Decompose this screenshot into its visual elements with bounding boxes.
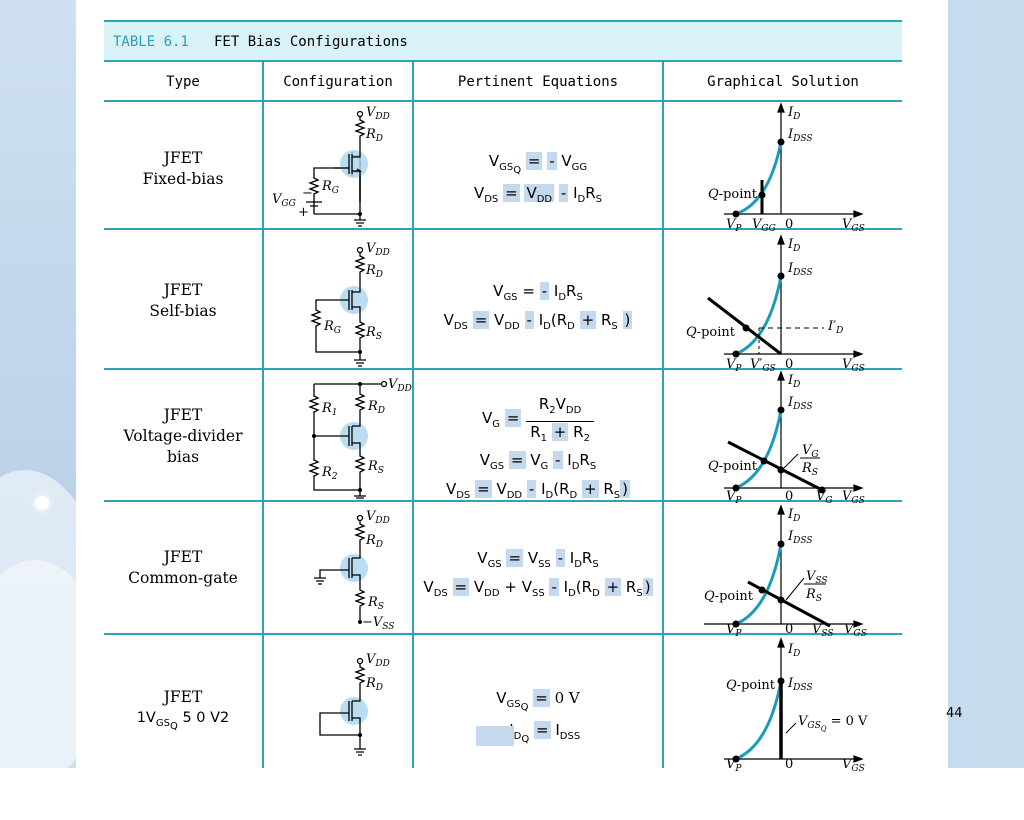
idss-point bbox=[778, 541, 785, 548]
label-vdd: $V_{DD}$ bbox=[388, 377, 412, 394]
circuit-voltage-divider bbox=[264, 370, 412, 500]
axis-vgs-label: $V_{GS}$ bbox=[842, 489, 865, 506]
row-type-voltage-divider bbox=[104, 405, 262, 468]
label-rg: $R_G$ bbox=[324, 319, 341, 336]
vp-label: $V_P$ bbox=[726, 357, 742, 374]
table-label: TABLE 6.1 bbox=[113, 34, 189, 50]
label-vdd: $V_{DD}$ bbox=[366, 652, 390, 669]
label-vss: $-V_{SS}$ bbox=[362, 615, 395, 632]
equation-line: $V_{GS_Q} = 0$ V bbox=[496, 689, 580, 713]
slope-denominator: $R_S$ bbox=[802, 461, 818, 478]
header-configuration: Configuration bbox=[283, 74, 393, 90]
equations-zero-vgs bbox=[414, 687, 662, 751]
type-line: $1V_{GS_Q}$ 5 0 V2 bbox=[136, 710, 230, 732]
vp-label: $V_P$ bbox=[726, 489, 742, 506]
id-prime-label: $I'_D$ bbox=[828, 319, 844, 336]
idss-label: $I_{DSS}$ bbox=[788, 529, 813, 546]
q-point-label: Q-point bbox=[708, 459, 757, 474]
equation-line: $V_{GS_Q}$ = - $V_{GG}$ bbox=[488, 152, 588, 176]
row-type-zero-vgs bbox=[104, 687, 262, 737]
equations-self-bias bbox=[414, 280, 662, 338]
equation-line: $V_{GS}$ = - $I_DR_S$ bbox=[493, 282, 583, 303]
q-point bbox=[761, 458, 768, 465]
label-minus: − bbox=[302, 186, 313, 201]
q-point-label: Q-point bbox=[686, 325, 735, 340]
transfer-curve bbox=[736, 142, 781, 214]
label-vgg: $V_{GG}$ bbox=[272, 192, 296, 209]
origin-label: 0 bbox=[785, 489, 794, 504]
label-rd: $R_D$ bbox=[366, 533, 384, 550]
slope-denominator: $R_S$ bbox=[806, 587, 822, 604]
header-graphical-solution: Graphical Solution bbox=[707, 74, 859, 90]
q-point-label: Q-point bbox=[704, 589, 753, 604]
axis-vgs-label: $V_{GS}$ bbox=[842, 357, 865, 374]
equations-voltage-divider bbox=[414, 394, 662, 507]
axis-vgs-label: $V_{GS}$ bbox=[842, 217, 865, 234]
type-line: JFET bbox=[163, 406, 203, 424]
equation-line: $V_G$ = $R_2V_{DD}$ $R_1 + R_2$ bbox=[414, 394, 662, 449]
graph-self-bias bbox=[664, 230, 902, 374]
label-rs: $R_S$ bbox=[366, 325, 382, 342]
label-rd: $R_D$ bbox=[366, 676, 384, 693]
label-rd: $R_D$ bbox=[368, 399, 386, 416]
page-number: 44 bbox=[946, 706, 963, 721]
graph-fixed-bias bbox=[664, 102, 902, 234]
transistor-highlight bbox=[340, 150, 368, 178]
label-rg: $R_G$ bbox=[322, 179, 339, 196]
graph-common-gate bbox=[664, 502, 902, 639]
idss-point bbox=[778, 139, 785, 146]
highlight-box bbox=[476, 726, 514, 746]
type-line: Self-bias bbox=[149, 302, 217, 320]
fet-bias-table bbox=[104, 20, 902, 774]
slope-numerator: $V_G$ bbox=[802, 443, 819, 460]
equations-common-gate bbox=[414, 547, 662, 605]
type-line: Common-gate bbox=[128, 569, 238, 587]
idss-label: $I_{DSS}$ bbox=[788, 676, 813, 693]
label-vdd: $V_{DD}$ bbox=[366, 105, 390, 122]
graph-zero-vgs bbox=[664, 635, 902, 774]
label-rs: $R_S$ bbox=[368, 595, 384, 612]
q-point bbox=[778, 678, 785, 685]
equation-line: $_{D_Q} = I_{DSS}$ bbox=[513, 721, 581, 745]
vgg-label: $V_{GG}$ bbox=[752, 217, 776, 234]
vss-label: $V_{SS}$ bbox=[812, 622, 834, 639]
idss-label: $I_{DSS}$ bbox=[788, 261, 813, 278]
equation-line: $V_{DS} = V_{DD} + V_{SS} - I_D(R_D + R_S$ ) bbox=[423, 578, 651, 599]
header-type: Type bbox=[166, 74, 200, 90]
label-rs: $R_S$ bbox=[368, 459, 384, 476]
idss-label: $I_{DSS}$ bbox=[788, 127, 813, 144]
equations-fixed-bias bbox=[414, 150, 662, 211]
label-rd: $R_D$ bbox=[366, 127, 384, 144]
equation-line: $V_{DS} = V_{DD} - I_DR_S$ bbox=[473, 184, 603, 205]
origin-label: 0 bbox=[785, 622, 794, 637]
type-line: JFET bbox=[163, 688, 203, 706]
axis-id-label: $I_D$ bbox=[788, 642, 801, 659]
axis-id-label: $I_D$ bbox=[788, 507, 801, 524]
circuit-zero-vgs bbox=[264, 635, 412, 768]
equation-line: $V_{GS} = V_{SS} - I_DR_S$ bbox=[477, 549, 599, 570]
vgs-prime-label: $V'_{GS}$ bbox=[750, 357, 776, 374]
vgsq-label: $V_{GSQ} = 0$ V bbox=[798, 714, 868, 733]
label-vdd: $V_{DD}$ bbox=[366, 241, 390, 258]
slide-background-left bbox=[0, 0, 76, 768]
idss-label: $I_{DSS}$ bbox=[788, 395, 813, 412]
transfer-curve bbox=[736, 544, 781, 624]
axis-id-label: $I_D$ bbox=[788, 373, 801, 390]
vp-label: $V_P$ bbox=[726, 757, 742, 774]
axis-vgs-label: $V_{GS}$ bbox=[842, 757, 865, 774]
equation-line: $V_{DS} = V_{DD} - I_D(R_D + R_S$ ) bbox=[443, 311, 631, 332]
equation-line: $V_{DS} = V_{DD} - I_D(R_D + R_S$ ) bbox=[445, 480, 629, 501]
type-line: JFET bbox=[163, 149, 203, 167]
background-glow-dot bbox=[35, 496, 49, 510]
type-line: Voltage-divider bbox=[123, 427, 243, 445]
equation-line: $V_{GS} = V_G - I_DR_S$ bbox=[479, 451, 597, 472]
circuit-common-gate bbox=[264, 502, 412, 633]
circuit-self-bias bbox=[264, 230, 412, 368]
q-point bbox=[759, 587, 766, 594]
q-point-label: Q-point bbox=[726, 678, 775, 693]
q-point-label: Q-point bbox=[708, 187, 757, 202]
label-vdd: $V_{DD}$ bbox=[366, 509, 390, 526]
axis-id-label: $I_D$ bbox=[788, 237, 801, 254]
vg-label: $V_G$ bbox=[816, 489, 833, 506]
slope-numerator: $V_{SS}$ bbox=[806, 569, 828, 586]
header-equations: Pertinent Equations bbox=[457, 74, 619, 90]
vss-rs-intercept bbox=[778, 597, 785, 604]
table-title: FET Bias Configurations bbox=[214, 34, 408, 50]
q-point bbox=[743, 325, 750, 332]
origin-label: 0 bbox=[785, 217, 794, 232]
table-caption bbox=[104, 20, 902, 62]
vp-label: $V_P$ bbox=[726, 217, 742, 234]
idss-point bbox=[778, 273, 785, 280]
row-type-fixed-bias bbox=[104, 148, 262, 190]
origin-label: 0 bbox=[785, 357, 794, 372]
label-r1: $R_1$ bbox=[322, 401, 338, 418]
circuit-fixed-bias bbox=[264, 102, 412, 228]
idss-point bbox=[778, 407, 785, 414]
type-line: Fixed-bias bbox=[142, 170, 224, 188]
vg-rs-intercept bbox=[778, 467, 785, 474]
vp-label: $V_P$ bbox=[726, 622, 742, 639]
graph-voltage-divider bbox=[664, 370, 902, 506]
axis-id-label: $I_D$ bbox=[788, 105, 801, 122]
label-plus: + bbox=[298, 205, 309, 220]
origin-label: 0 bbox=[785, 757, 794, 772]
q-point bbox=[759, 192, 766, 199]
type-line: bias bbox=[166, 448, 200, 466]
type-line: JFET bbox=[163, 548, 203, 566]
row-type-self-bias bbox=[104, 280, 262, 322]
type-line: JFET bbox=[163, 281, 203, 299]
label-rd: $R_D$ bbox=[366, 263, 384, 280]
row-type-common-gate bbox=[104, 547, 262, 589]
label-r2: $R_2$ bbox=[322, 465, 338, 482]
slide-background-right bbox=[948, 0, 1024, 768]
axis-vgs-label: $V_{GS}$ bbox=[844, 622, 867, 639]
